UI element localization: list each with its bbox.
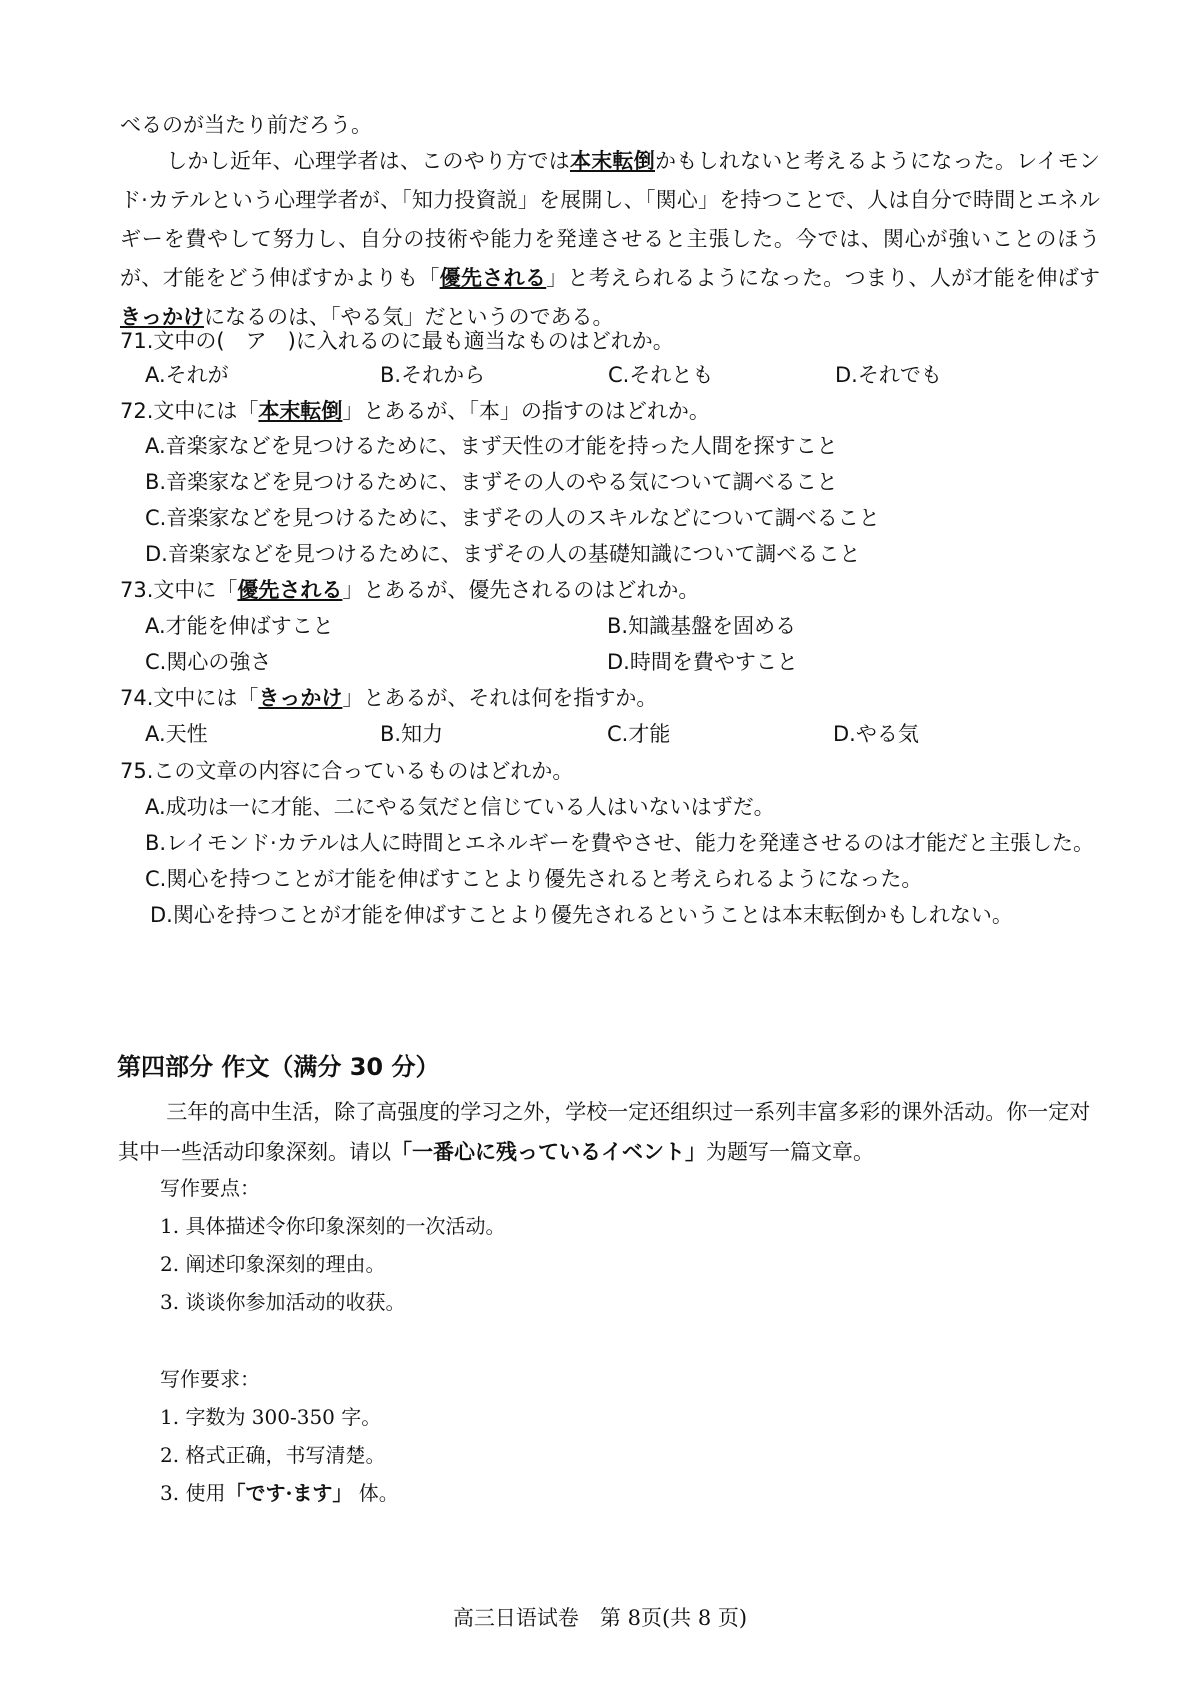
q72-option-d: D.音楽家などを見つけるために、まずその人の基礎知識について調べること	[145, 542, 861, 566]
q73-option-a: A.才能を伸ばすこと	[145, 614, 334, 638]
underline-yusen-sareru: 優先される	[439, 266, 547, 290]
point-1: 1. 具体描述令你印象深刻的一次活动。	[160, 1214, 506, 1238]
page-footer: 高三日语试卷 第 8页(共 8 页)	[452, 1606, 748, 1630]
point-2: 2. 阐述印象深刻的理由。	[160, 1252, 386, 1276]
q73-stem: 73.文中に「優先される」とあるが、優先されるのはどれか。	[120, 578, 700, 602]
section4-title: 第四部分 作文（满分 30 分）	[117, 1053, 440, 1081]
q73-option-b: B.知識基盤を固める	[607, 614, 797, 638]
q71-option-c: C.それとも	[608, 363, 714, 387]
essay-topic: 「一番心に残っているイベント」	[391, 1139, 706, 1164]
q72-stem: 72.文中には「本末転倒」とあるが、「本」の指すのはどれか。	[120, 399, 710, 423]
underline-honmatsu-tento: 本末転倒	[569, 149, 655, 173]
requirements-title: 写作要求：	[160, 1367, 260, 1391]
q72-option-b: B.音楽家などを見つけるために、まずその人のやる気について調べること	[145, 470, 838, 494]
q71-stem: 71.文中の( ア )に入れるのに最も適当なものはどれか。	[120, 329, 674, 353]
q74-stem: 74.文中には「きっかけ」とあるが、それは何を指すか。	[120, 686, 658, 710]
q74-option-b: B.知力	[380, 722, 444, 746]
q72-option-c: C.音楽家などを見つけるために、まずその人のスキルなどについて調べること	[145, 506, 880, 530]
q71-option-d: D.それでも	[835, 363, 942, 387]
essay-intro: 三年的高中生活，除了高强度的学习之外，学校一定还组织过一系列丰富多彩的课外活动。你一定对其中一些活动印象深刻。请以「一番心に残っているイベント」为题写一篇文章。	[118, 1100, 1091, 1164]
q75-stem: 75.この文章の内容に合っているものはどれか。	[120, 759, 574, 783]
q74-option-c: C.才能	[607, 722, 671, 746]
passage-line-0: べるのが当たり前だろう。	[120, 113, 372, 137]
q72-option-a: A.音楽家などを見つけるために、まず天性の才能を持った人間を探すこと	[145, 434, 838, 458]
q73-option-c: C.関心の強さ	[145, 650, 272, 674]
requirement-1: 1. 字数为 300-350 字。	[160, 1405, 382, 1429]
q75-option-d: D.関心を持つことが才能を伸ばすことより優先されるということは本末転倒かもしれない。	[150, 903, 1013, 927]
q74-option-a: A.天性	[145, 722, 208, 746]
requirement-2: 2. 格式正确，书写清楚。	[160, 1443, 386, 1467]
points-title: 写作要点：	[160, 1176, 260, 1200]
q71-option-a: A.それが	[145, 363, 229, 387]
point-3: 3. 谈谈你参加活动的收获。	[160, 1290, 406, 1314]
q75-option-c: C.関心を持つことが才能を伸ばすことより優先されると考えられるようになった。	[145, 867, 923, 891]
q73-option-d: D.時間を費やすこと	[607, 650, 798, 674]
q75-option-a: A.成功は一に才能、二にやる気だと信じている人はいないはずだ。	[145, 795, 775, 819]
q74-option-d: D.やる気	[833, 722, 919, 746]
requirement-3: 3. 使用「です·ます」 体。	[160, 1481, 399, 1505]
q75-option-b: B.レイモンド·カテルは人に時間とエネルギーを費やさせ、能力を発達させるのは才能だと主張した。	[145, 831, 1095, 855]
underline-kikkake: きっかけ	[120, 305, 204, 329]
passage-paragraph: しかし近年、心理学者は、このやり方では本末転倒かもしれないと考えるようになった。レイモンド·カテルという心理学者が、「知力投資説」を展開し、「関心」を持つことで、人は自分で時間とエネルギーを費やして努力し、自分の技術や能力を発達させると主張した。今では、関心が強いことのほうが、才能をどう伸ばすかよりも「優先される」と考えられるようになった。つまり、人が才能を伸ばすきっかけになるのは、「やる気」だというのである。	[120, 149, 1101, 329]
q71-option-b: B.それから	[380, 363, 486, 387]
